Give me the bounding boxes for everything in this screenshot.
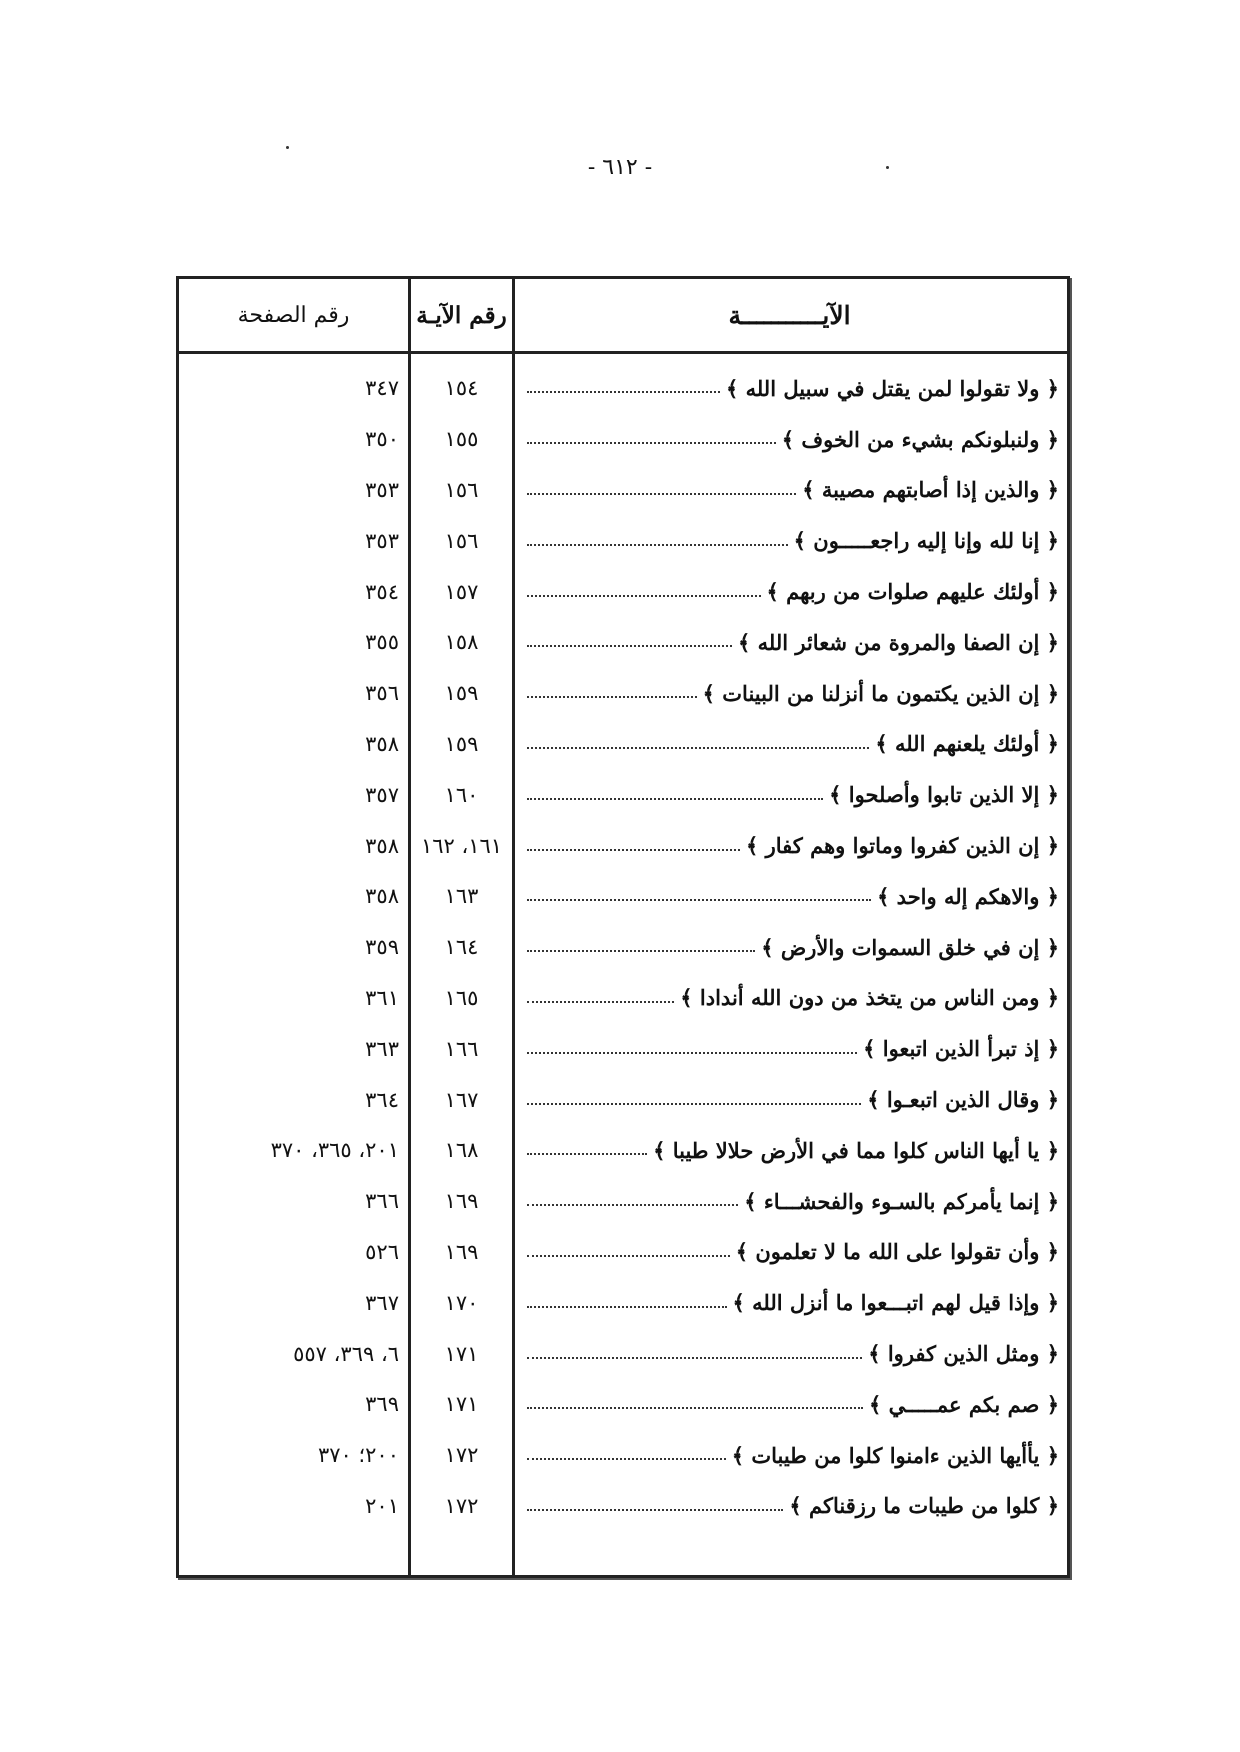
dot-leader <box>527 899 871 901</box>
verse-text: ﴿ إن الصفا والمروة من شعائر الله ﴾ <box>738 629 1059 655</box>
ayah-number-cell: ١٦٦ <box>444 1036 479 1061</box>
table-row <box>179 566 1067 617</box>
page-number-cell: ٣٦١ <box>365 985 399 1010</box>
verse-cell <box>527 973 1059 1024</box>
verse-text: ﴿ إنما يأمركم بالسـوء والفحشـــاء ﴾ <box>744 1188 1059 1214</box>
verse-text: ﴿ ومثل الذين كفروا ﴾ <box>868 1341 1059 1367</box>
page-number-cell: ٢٠٠؛ ٣٧٠ <box>317 1443 399 1468</box>
page-number-cell: ٣٦٧ <box>365 1290 399 1315</box>
verse-cell <box>527 1379 1059 1430</box>
verse-text: ﴿ إذ تبرأ الذين اتبعوا ﴾ <box>863 1036 1059 1062</box>
verse-text: ﴿ وقال الذين اتبعـوا ﴾ <box>867 1087 1059 1113</box>
table-row <box>179 1328 1067 1379</box>
verse-cell <box>527 820 1059 871</box>
ayah-number-cell: ١٦٤ <box>444 935 479 960</box>
page-number-cell: ٣٥٤ <box>365 579 399 604</box>
verse-text: ﴿ ولا تقولوا لمن يقتل في سبيل الله ﴾ <box>725 375 1059 401</box>
verse-text: ﴿ إلا الذين تابوا وأصلحوا ﴾ <box>829 782 1059 808</box>
page-number-cell: ٣٥٠ <box>365 427 399 452</box>
dot-leader <box>527 798 823 800</box>
table-row <box>179 1125 1067 1176</box>
ayah-number-cell: ١٧٠ <box>444 1290 479 1315</box>
page-number-cell: ٦، ٣٦٩، ٥٥٧ <box>293 1341 399 1366</box>
table-row <box>179 363 1067 414</box>
page-number-cell: ٥٢٦ <box>365 1239 399 1264</box>
dot-leader <box>527 1153 647 1155</box>
table-row <box>179 1379 1067 1430</box>
verse-text: ﴿ كلوا من طيبات ما رزقناكم ﴾ <box>789 1493 1059 1519</box>
page-number-cell: ٣٤٧ <box>365 376 399 401</box>
ayah-number-cell: ١٥٨ <box>444 630 479 655</box>
page-number-cell: ٣٥٥ <box>365 630 399 655</box>
verse-cell <box>527 1176 1059 1227</box>
ayah-number-cell: ١٥٥ <box>444 427 479 452</box>
dot-leader <box>527 645 732 647</box>
table-row <box>179 1176 1067 1227</box>
page-number-cell: ٣٥٨ <box>365 833 399 858</box>
verse-cell <box>527 922 1059 973</box>
verse-cell <box>527 1023 1059 1074</box>
index-table <box>176 276 1070 1578</box>
dot-leader <box>527 950 755 952</box>
dot-leader <box>527 493 796 495</box>
header-divider <box>179 351 1067 354</box>
page-number-cell: ٣٥٧ <box>365 782 399 807</box>
ayah-number-cell: ١٧١ <box>444 1392 479 1417</box>
dot-leader <box>527 747 869 749</box>
verse-text: ﴿ إنا لله وإنا إليه راجعـــــون ﴾ <box>793 528 1059 554</box>
header-ayah-number: رقم الآيـة <box>416 301 507 329</box>
ayah-number-cell: ١٦٣ <box>444 884 479 909</box>
ayah-number-cell: ١٥٤ <box>444 376 479 401</box>
page-number-cell: ٣٦٦ <box>365 1189 399 1214</box>
verse-cell <box>527 1125 1059 1176</box>
header-page-number: رقم الصفحة <box>237 302 350 328</box>
verse-cell <box>527 668 1059 719</box>
table-row <box>179 515 1067 566</box>
ayah-number-cell: ١٦٠ <box>444 782 479 807</box>
verse-text: ﴿ يأأيها الذين ءامنوا كلوا من طيبات ﴾ <box>731 1442 1059 1468</box>
verse-cell <box>527 515 1059 566</box>
verse-cell <box>527 566 1059 617</box>
verse-text: ﴿ أولئك عليهم صلوات من ربهم ﴾ <box>766 579 1059 605</box>
verse-text: ﴿ إن الذين يكتمون ما أنزلنا من البينات ﴾ <box>702 680 1059 706</box>
table-row <box>179 769 1067 820</box>
ayah-number-cell: ١٦٩ <box>444 1189 479 1214</box>
verse-text: ﴿ وأن تقولوا على الله ما لا تعلمون ﴾ <box>735 1239 1059 1265</box>
verse-cell <box>527 1430 1059 1481</box>
table-row <box>179 1481 1067 1532</box>
page-number-cell: ٣٥٨ <box>365 884 399 909</box>
table-row <box>179 973 1067 1024</box>
verse-cell <box>527 1481 1059 1532</box>
page-number-cell: ٣٥٣ <box>365 528 399 553</box>
verse-text: ﴿ أولئك يلعنهم الله ﴾ <box>875 731 1059 757</box>
dot-leader <box>527 849 740 851</box>
ayah-number-cell: ١٥٦ <box>444 477 479 502</box>
page-number-cell: ٣٥٨ <box>365 731 399 756</box>
verse-text: ﴿ إن الذين كفروا وماتوا وهم كفار ﴾ <box>746 833 1059 859</box>
table-row <box>179 1023 1067 1074</box>
page-number: - ٦١٢ - <box>587 155 653 180</box>
table-row <box>179 1430 1067 1481</box>
table-body <box>179 363 1067 1531</box>
table-row <box>179 871 1067 922</box>
verse-cell <box>527 1227 1059 1278</box>
page-number-cell: ٣٥٩ <box>365 935 399 960</box>
table-row <box>179 617 1067 668</box>
verse-text: ﴿ إن في خلق السموات والأرض ﴾ <box>761 934 1059 960</box>
scan-speck <box>886 166 889 169</box>
dot-leader <box>527 1001 674 1003</box>
table-row <box>179 414 1067 465</box>
ayah-number-cell: ١٥٧ <box>444 579 479 604</box>
dot-leader <box>527 595 761 597</box>
dot-leader <box>527 1255 730 1257</box>
dot-leader <box>527 1052 857 1054</box>
page-number-cell: ٢٠١ <box>365 1493 399 1518</box>
dot-leader <box>527 1458 726 1460</box>
verse-text: ﴿ وإذا قيل لهم اتبـــعوا ما أنزل الله ﴾ <box>732 1290 1059 1316</box>
verse-text: ﴿ والاهكم إله واحد ﴾ <box>877 883 1059 909</box>
table-row <box>179 1277 1067 1328</box>
ayah-number-cell: ١٦٥ <box>444 985 479 1010</box>
verse-text: ﴿ يا أيها الناس كلوا مما في الأرض حلالا طيبا ﴾ <box>653 1137 1059 1163</box>
verse-cell <box>527 414 1059 465</box>
ayah-number-cell: ١٥٩ <box>444 731 479 756</box>
verse-text: ﴿ ولنبلونكم بشيء من الخوف ﴾ <box>781 426 1059 452</box>
dot-leader <box>527 544 788 546</box>
verse-cell <box>527 871 1059 922</box>
dot-leader <box>527 442 776 444</box>
verse-cell <box>527 1328 1059 1379</box>
dot-leader <box>527 1103 861 1105</box>
ayah-number-cell: ١٦١، ١٦٢ <box>420 833 503 858</box>
dot-leader <box>527 1306 727 1308</box>
page-number-cell: ٣٦٣ <box>365 1036 399 1061</box>
table-row <box>179 465 1067 516</box>
table-row <box>179 1227 1067 1278</box>
verse-cell <box>527 1277 1059 1328</box>
table-row <box>179 719 1067 770</box>
ayah-number-cell: ١٥٩ <box>444 681 479 706</box>
verse-cell <box>527 617 1059 668</box>
dot-leader <box>527 391 720 393</box>
table-row <box>179 820 1067 871</box>
ayah-number-cell: ١٦٨ <box>444 1138 479 1163</box>
page-number-cell: ٣٥٣ <box>365 477 399 502</box>
verse-cell <box>527 465 1059 516</box>
ayah-number-cell: ١٦٩ <box>444 1239 479 1264</box>
dot-leader <box>527 696 697 698</box>
ayah-number-cell: ١٧١ <box>444 1341 479 1366</box>
verse-text: ﴿ ومن الناس من يتخذ من دون الله أندادا ﴾ <box>680 985 1059 1011</box>
verse-cell <box>527 363 1059 414</box>
verse-text: ﴿ صم بكم عمـــــي ﴾ <box>868 1391 1059 1417</box>
table-row <box>179 922 1067 973</box>
table-row <box>179 668 1067 719</box>
page-number-cell: ٣٦٤ <box>365 1087 399 1112</box>
ayah-number-cell: ١٥٦ <box>444 528 479 553</box>
dot-leader <box>527 1204 738 1206</box>
page-number-cell: ٢٠١، ٣٦٥، ٣٧٠ <box>270 1138 399 1163</box>
table-row <box>179 1074 1067 1125</box>
dot-leader <box>527 1509 783 1511</box>
header-verse: الآيـــــــــــة <box>728 300 851 330</box>
scan-speck <box>286 146 289 149</box>
ayah-number-cell: ١٧٢ <box>444 1443 479 1468</box>
page-number-cell: ٣٥٦ <box>365 681 399 706</box>
ayah-number-cell: ١٦٧ <box>444 1087 479 1112</box>
verse-text: ﴿ والذين إذا أصابتهم مصيبة ﴾ <box>802 477 1059 503</box>
ayah-number-cell: ١٧٢ <box>444 1493 479 1518</box>
page-number-cell: ٣٦٩ <box>365 1392 399 1417</box>
verse-cell <box>527 769 1059 820</box>
verse-cell <box>527 719 1059 770</box>
dot-leader <box>527 1357 862 1359</box>
verse-cell <box>527 1074 1059 1125</box>
dot-leader <box>527 1407 863 1409</box>
